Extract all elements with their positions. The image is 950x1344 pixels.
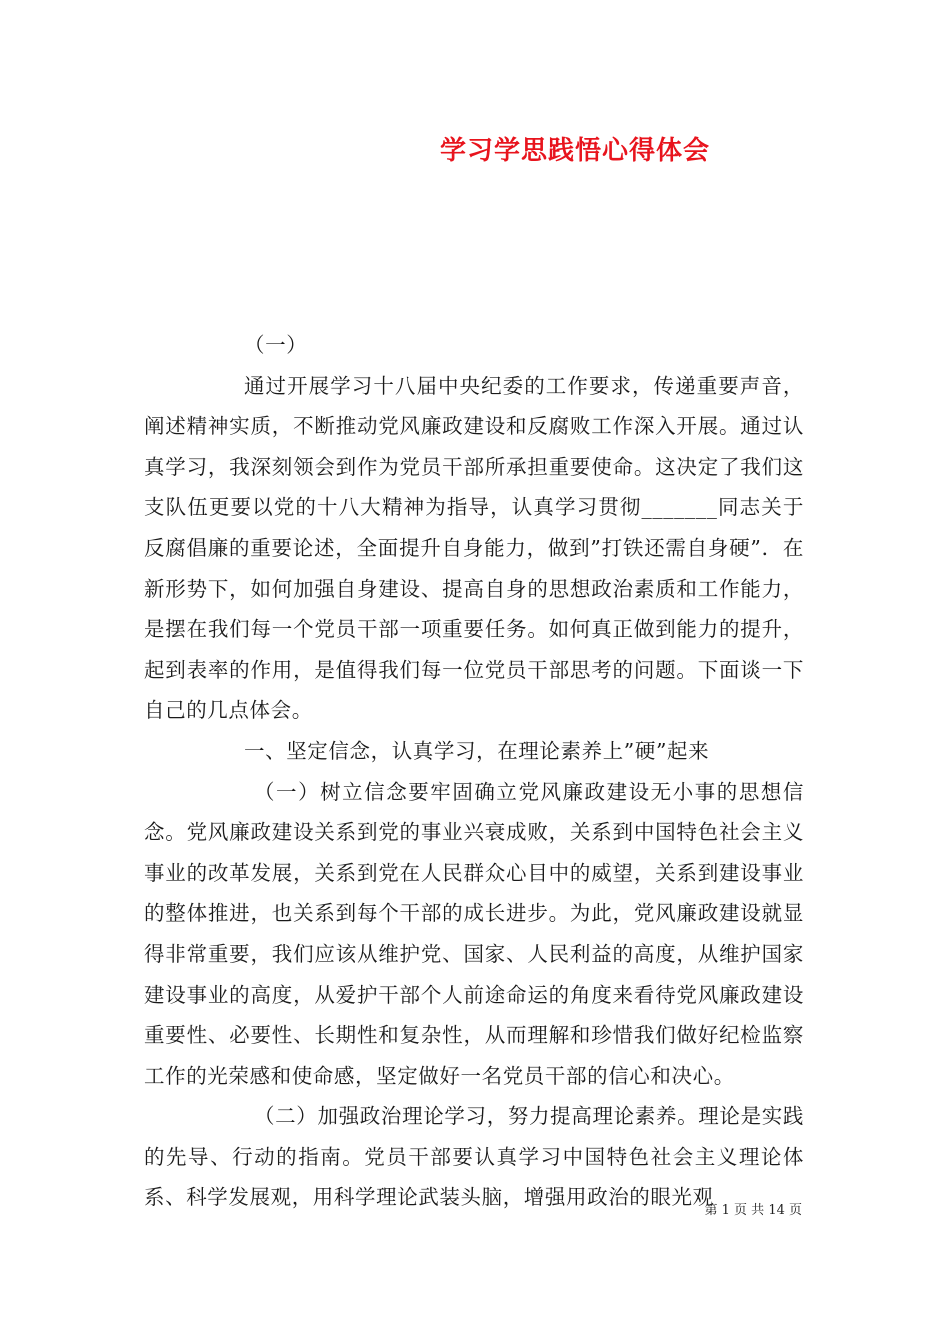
intro-paragraph: 通过开展学习十八届中央纪委的工作要求，传递重要声音，阐述精神实质，不断推动党风廉政建设和反腐败工作深入开展。通过认真学习，我深刻领会到作为党员干部所承担重要使命。这决定了我们这支队伍更要以党的十八大精神为指导，认真学习贯彻_______同志关于反腐倡廉的重要论述，全面提升自身能力，做到”打铁还需自身硬”．在新形势下，如何加强自身建设、提高自身的思想政治素质和工作能力，是摆在我们每一个党员干部一项重要任务。如何真正做到能力的提升，起到表率的作用，是值得我们每一位党员干部思考的问题。下面谈一下自己的几点体会。 <box>144 373 804 723</box>
section-heading: 一、坚定信念，认真学习，在理论素养上”硬”起来 <box>244 738 710 763</box>
subsection-paragraph-2: （二）加强政治理论学习，努力提高理论素养。理论是实践的先导、行动的指南。党员干部要认真学习中国特色社会主义理论体系、科学发展观，用科学理论武装头脑，增强用政治的眼光观 <box>144 1104 804 1210</box>
section-number: （一） <box>244 333 308 357</box>
document-title: 学习学思践悟心得体会 <box>439 136 710 166</box>
subsection-paragraph-1: （一）树立信念要牢固确立党风廉政建设无小事的思想信念。党风廉政建设关系到党的事业兴衰成败，关系到中国特色社会主义事业的改革发展，关系到党在人民群众心目中的威望，关系到建设事业的整体推进，也关系到每个干部的成长进步。为此，党风廉政建设就显得非常重要，我们应该从维护党、国家、人民利益的高度，从维护国家建设事业的高度，从爱护干部个人前途命运的角度来看待党风廉政建设重要性、必要性、长期性和复杂性，从而理解和珍惜我们做好纪检监察工作的光荣感和使命感，坚定做好一名党员干部的信心和决心。 <box>144 779 804 1088</box>
document-body <box>144 325 804 1218</box>
page-number: 第 1 页 共 14 页 <box>704 1203 802 1218</box>
